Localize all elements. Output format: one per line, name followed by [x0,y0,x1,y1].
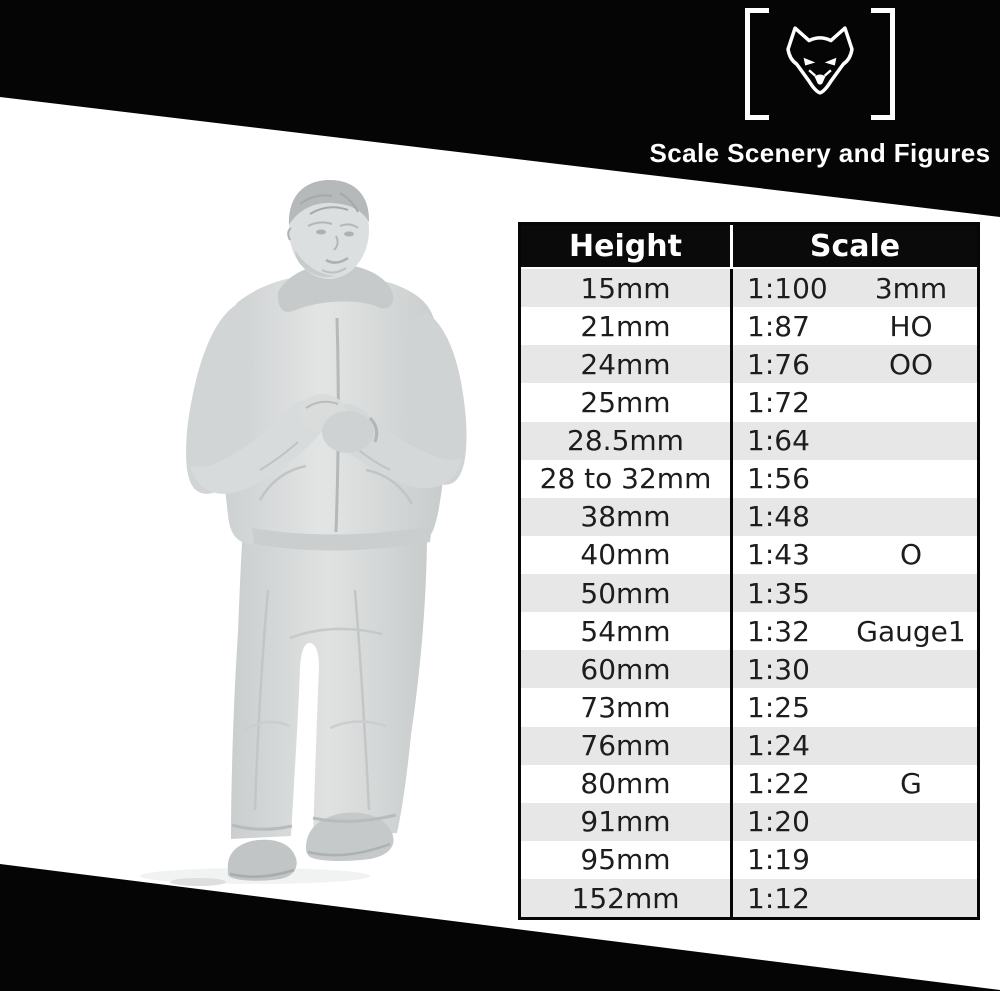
scale-ratio: 1:12 [747,881,810,915]
scale-cell [730,879,977,917]
scale-ratio: 1:72 [747,385,810,419]
column-header-height: Height [521,225,730,267]
height-cell: 40mm [580,538,671,572]
scale-ratio: 1:32 [747,614,810,648]
table-row [521,574,977,612]
scale-ratio: 1:48 [747,500,810,534]
gauge-label: G [900,767,922,801]
table-row [521,422,977,460]
gauge-label: Gauge1 [856,614,966,648]
scale-ratio: 1:20 [747,805,810,839]
wolf-head-icon [781,20,859,108]
scale-ratio: 1:30 [747,652,810,686]
scale-ratio: 1:87 [747,309,810,343]
height-cell: 28 to 32mm [539,462,712,496]
scale-cell [730,841,977,879]
scale-ratio: 1:56 [747,462,810,496]
table-row [521,727,977,765]
table-row [521,460,977,498]
logo-bracket-left-icon [745,8,769,120]
product-figure [140,170,480,890]
scale-cell [730,650,977,688]
scale-ratio: 1:76 [747,347,810,381]
scale-ratio: 1:35 [747,576,810,610]
table-row [521,536,977,574]
table-row [521,765,977,803]
scale-ratio: 1:19 [747,843,810,877]
height-cell: 28.5mm [567,424,684,458]
gauge-label: OO [888,347,934,381]
table-row [521,841,977,879]
scale-ratio: 1:24 [747,729,810,763]
table-row [521,879,977,917]
table-row [521,383,977,421]
gauge-label: 3mm [874,271,948,305]
height-cell: 15mm [580,271,671,305]
height-cell: 21mm [580,309,671,343]
scale-ratio: 1:22 [747,767,810,801]
table-header [521,225,977,267]
height-cell: 24mm [580,347,671,381]
height-cell: 25mm [580,385,671,419]
scale-cell [730,536,977,574]
scale-ratio: 1:64 [747,424,810,458]
scale-cell [730,307,977,345]
scale-cell [730,727,977,765]
brand-name: Scale Scenery and Figures [649,138,991,168]
height-cell: 76mm [580,729,671,763]
scale-cell [730,269,977,307]
height-cell: 60mm [580,652,671,686]
logo-bracket-right-icon [871,8,895,120]
table-row [521,307,977,345]
gauge-label: HO [889,309,933,343]
3d-scan-man-checking-watch [140,170,480,890]
height-cell: 38mm [580,500,671,534]
table-row [521,803,977,841]
table-row [521,269,977,307]
scale-ratio: 1:43 [747,538,810,572]
figure-legs [231,530,427,839]
scale-cell [730,765,977,803]
scale-cell [730,498,977,536]
scale-cell [730,612,977,650]
height-cell: 80mm [580,767,671,801]
table-row [521,498,977,536]
brand-logo-lockup [630,8,1000,169]
height-cell: 95mm [580,843,671,877]
height-cell: 54mm [580,614,671,648]
scale-cell [730,383,977,421]
scale-cell [730,345,977,383]
scale-conversion-table [518,222,980,920]
scale-cell [730,803,977,841]
table-row [521,650,977,688]
height-cell: 50mm [580,576,671,610]
scale-cell [730,574,977,612]
gauge-label: O [899,538,923,572]
scale-cell [730,688,977,726]
table-row [521,688,977,726]
height-cell: 152mm [571,881,680,915]
height-cell: 91mm [580,805,671,839]
height-cell: 73mm [580,690,671,724]
scale-cell [730,460,977,498]
scale-ratio: 1:100 [747,271,828,305]
logo-bracket-frame [745,8,895,120]
column-header-scale: Scale [733,225,977,267]
scale-cell [730,422,977,460]
figure-head [288,180,369,279]
table-row [521,612,977,650]
scale-ratio: 1:25 [747,690,810,724]
table-row [521,345,977,383]
